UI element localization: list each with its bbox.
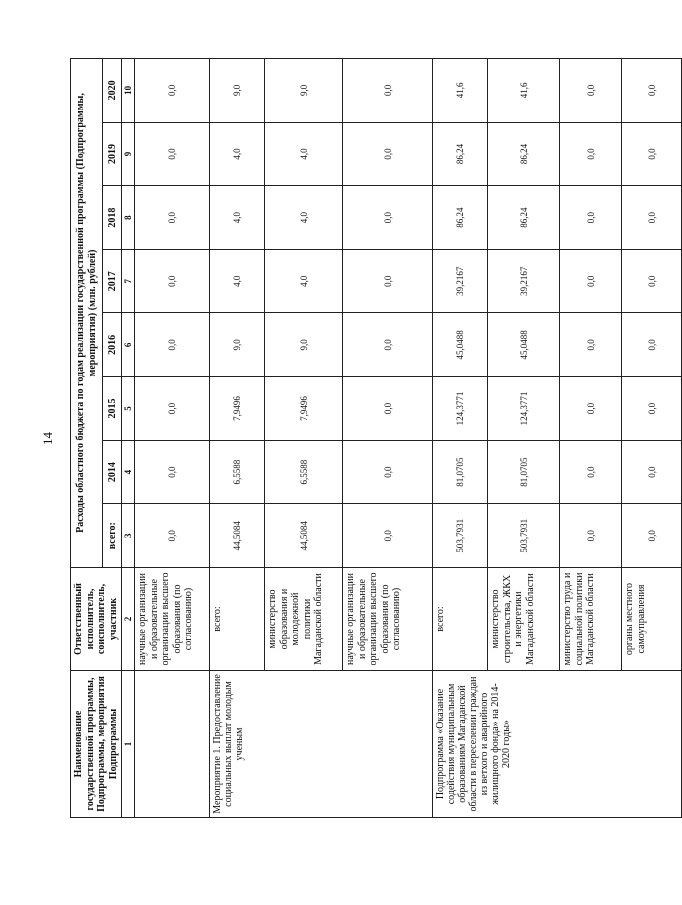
- column-number: 9: [122, 122, 135, 186]
- responsible-cell: научные организации и образовательные организации высшего образования (по согласованию): [135, 568, 210, 671]
- header-year: 2015: [103, 377, 122, 441]
- value-cell: 86,24: [488, 186, 560, 250]
- header-year: 2014: [103, 440, 122, 504]
- value-cell: 0,0: [560, 313, 622, 377]
- value-cell: 0,0: [622, 377, 682, 441]
- value-cell: 7,9496: [265, 377, 343, 441]
- column-number: 8: [122, 186, 135, 250]
- value-cell: 0,0: [135, 313, 210, 377]
- header-year: 2017: [103, 249, 122, 313]
- rotated-table-wrapper: [70, 58, 657, 818]
- value-cell: 81,0705: [488, 440, 560, 504]
- value-cell: 0,0: [343, 122, 433, 186]
- value-cell: 0,0: [343, 249, 433, 313]
- header-year: всего:: [103, 504, 122, 568]
- value-cell: 0,0: [560, 59, 622, 123]
- value-cell: 6,5588: [265, 440, 343, 504]
- value-cell: 0,0: [343, 377, 433, 441]
- value-cell: 9,0: [210, 313, 265, 377]
- value-cell: 0,0: [560, 249, 622, 313]
- value-cell: 0,0: [622, 122, 682, 186]
- header-expenses: Расходы областного бюджета по годам реализации государственной программы (Подпрограммы, мероприятия) (млн. рублей): [71, 59, 103, 568]
- value-cell: 41,6: [488, 59, 560, 123]
- value-cell: 0,0: [560, 377, 622, 441]
- header-responsible: Ответственный исполнитель, соисполнитель, участник: [71, 568, 122, 671]
- value-cell: 44,5084: [265, 504, 343, 568]
- program-name-cell: [135, 671, 210, 818]
- budget-table: [70, 58, 682, 818]
- value-cell: 9,0: [265, 59, 343, 123]
- value-cell: 9,0: [265, 313, 343, 377]
- value-cell: 0,0: [622, 186, 682, 250]
- responsible-cell: органы местного самоуправления: [622, 568, 682, 671]
- column-number: 1: [122, 671, 135, 818]
- value-cell: 124,3771: [488, 377, 560, 441]
- value-cell: 86,24: [433, 186, 488, 250]
- column-number: 10: [122, 59, 135, 123]
- column-number: 5: [122, 377, 135, 441]
- header-year: 2018: [103, 186, 122, 250]
- value-cell: 39,2167: [433, 249, 488, 313]
- value-cell: 0,0: [135, 504, 210, 568]
- value-cell: 0,0: [135, 377, 210, 441]
- value-cell: 0,0: [560, 186, 622, 250]
- value-cell: 86,24: [433, 122, 488, 186]
- header-year: 2016: [103, 313, 122, 377]
- value-cell: 7,9496: [210, 377, 265, 441]
- value-cell: 0,0: [622, 59, 682, 123]
- value-cell: 45,0488: [433, 313, 488, 377]
- value-cell: 0,0: [560, 440, 622, 504]
- responsible-cell: министерство образования и молодежной политики Магаданской области: [265, 568, 343, 671]
- value-cell: 0,0: [622, 313, 682, 377]
- value-cell: 0,0: [343, 186, 433, 250]
- column-number: 6: [122, 313, 135, 377]
- value-cell: 0,0: [343, 440, 433, 504]
- header-year: 2020: [103, 59, 122, 123]
- column-number: 3: [122, 504, 135, 568]
- responsible-cell: всего:: [433, 568, 488, 671]
- value-cell: 0,0: [135, 440, 210, 504]
- value-cell: 0,0: [135, 59, 210, 123]
- value-cell: 4,0: [265, 249, 343, 313]
- value-cell: 0,0: [135, 122, 210, 186]
- value-cell: 0,0: [343, 504, 433, 568]
- value-cell: 4,0: [265, 186, 343, 250]
- responsible-cell: научные организации и образовательные организации высшего образования (по согласованию): [343, 568, 433, 671]
- value-cell: 9,0: [210, 59, 265, 123]
- value-cell: 41,6: [433, 59, 488, 123]
- header-name: Наименование государственной программы, Подпрограммы, мероприятия Подпрограммы: [71, 671, 122, 818]
- value-cell: 81,0705: [433, 440, 488, 504]
- value-cell: 0,0: [560, 504, 622, 568]
- program-name-cell: Подпрограмма «Оказание содействия муниципальным образованиям Магаданской области в переселении граждан из ветхого и аварийного жилищного фонда» на 2014-2020 годы»: [433, 671, 682, 818]
- column-number: 7: [122, 249, 135, 313]
- table-row: [210, 59, 265, 818]
- header-year: 2019: [103, 122, 122, 186]
- table-body: [135, 59, 682, 818]
- value-cell: 0,0: [622, 249, 682, 313]
- value-cell: 0,0: [622, 504, 682, 568]
- value-cell: 4,0: [210, 186, 265, 250]
- responsible-cell: министерство труда и социальной политики Магаданской области: [560, 568, 622, 671]
- responsible-cell: министерство строительства, ЖКХ и энергетики Магаданской области: [488, 568, 560, 671]
- value-cell: 0,0: [135, 186, 210, 250]
- value-cell: 124,3771: [433, 377, 488, 441]
- value-cell: 0,0: [622, 440, 682, 504]
- value-cell: 4,0: [210, 122, 265, 186]
- responsible-cell: всего:: [210, 568, 265, 671]
- column-number: 2: [122, 568, 135, 671]
- value-cell: 0,0: [343, 313, 433, 377]
- value-cell: 503,7931: [488, 504, 560, 568]
- program-name-cell: Мероприятие 1. Предоставление социальных выплат молодым ученым: [210, 671, 433, 818]
- value-cell: 503,7931: [433, 504, 488, 568]
- value-cell: 0,0: [560, 122, 622, 186]
- value-cell: 0,0: [343, 59, 433, 123]
- table-row: [135, 59, 210, 818]
- value-cell: 39,2167: [488, 249, 560, 313]
- column-number: 4: [122, 440, 135, 504]
- value-cell: 45,0488: [488, 313, 560, 377]
- value-cell: 4,0: [210, 249, 265, 313]
- page-number: 14: [40, 432, 55, 445]
- value-cell: 6,5588: [210, 440, 265, 504]
- table-row: [433, 59, 488, 818]
- value-cell: 86,24: [488, 122, 560, 186]
- value-cell: 0,0: [135, 249, 210, 313]
- value-cell: 44,5084: [210, 504, 265, 568]
- value-cell: 4,0: [265, 122, 343, 186]
